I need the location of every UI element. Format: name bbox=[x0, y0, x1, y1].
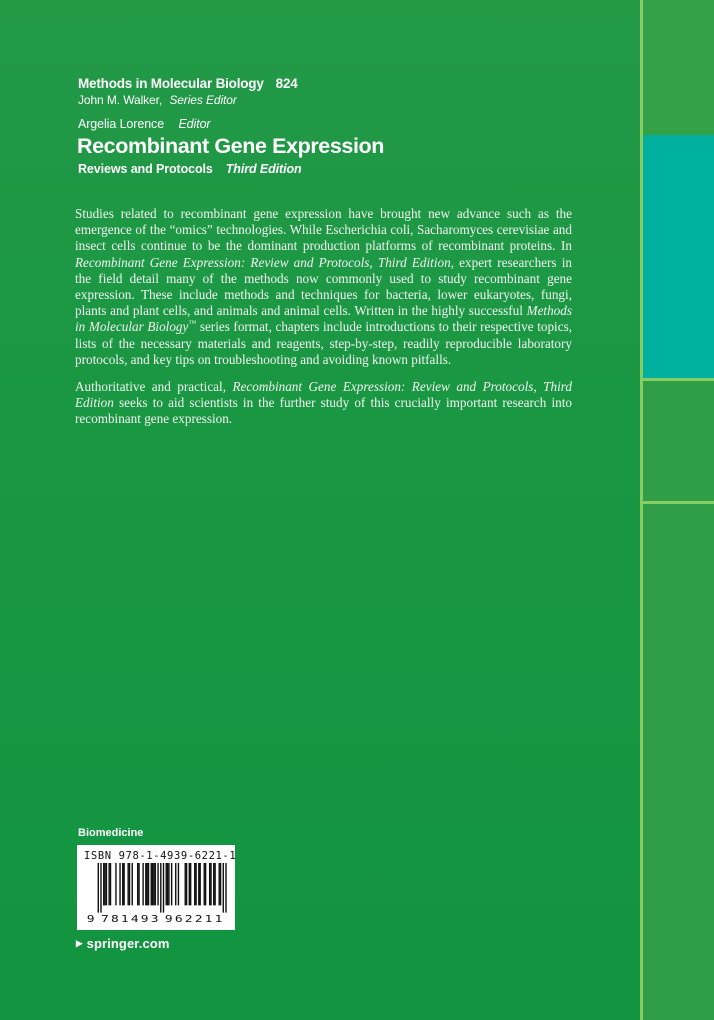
barcode-bars bbox=[98, 863, 227, 913]
series-editor-line bbox=[78, 93, 237, 107]
series-editor-name: John M. Walker, bbox=[78, 93, 163, 107]
series-editor-role: Series Editor bbox=[169, 93, 237, 107]
springer-link[interactable] bbox=[76, 936, 169, 951]
ean-left-digits: 781493 bbox=[101, 912, 161, 925]
accent-rect-green-mid bbox=[643, 381, 714, 501]
springer-url-label: springer.com bbox=[86, 936, 170, 951]
category-label: Biomedicine bbox=[78, 827, 144, 839]
book-edition: Third Edition bbox=[225, 162, 302, 176]
description-paragraph: Studies related to recombinant gene expression have brought new advance such as the emergence of the “omics” technologies. While Escherichia coli, Sacharomyces cerevisiae and insect cells continue to be the dominant production platforms of recombinant proteins. In Recombinant Gene Expression: Review and Protocols, Third Edition, expert researchers in the field detail many of the methods now commonly used to study recombinant gene expression. These include methods and techniques for bacteria, lower eukaryotes, fungi, plants and plant cells, and animals and animal cells. Written in the highly successful Methods in Molecular Biology™ series format, chapters include introductions to their respective topics, lists of the necessary materials and reagents, step-by-step, readily reproducible laboratory protocols, and key tips on troubleshooting and avoiding known pitfalls. bbox=[75, 206, 572, 367]
arrow-right-icon: ▶ bbox=[76, 938, 83, 948]
book-subtitle: Reviews and Protocols bbox=[78, 162, 213, 176]
spine-vertical-rule bbox=[640, 0, 643, 1020]
book-description bbox=[75, 206, 572, 439]
accent-rect-teal bbox=[643, 135, 714, 378]
ean13-barcode bbox=[84, 863, 228, 925]
series-volume-number: 824 bbox=[275, 76, 298, 91]
ean-right-digits: 962211 bbox=[164, 912, 225, 925]
ean-first-digit: 9 bbox=[86, 912, 95, 925]
series-name: Methods in Molecular Biology bbox=[78, 76, 264, 91]
isbn-label: ISBN 978-1-4939-6221-1 bbox=[84, 850, 237, 862]
series-title-line bbox=[78, 76, 298, 91]
isbn-barcode-box bbox=[77, 845, 235, 930]
description-paragraph: Authoritative and practical, Recombinant Gene Expression: Review and Protocols, Third Edition seeks to aid scientists in the further study of this crucially important research into recombinant gene expression. bbox=[75, 379, 572, 427]
volume-editor-role: Editor bbox=[178, 117, 211, 131]
book-subtitle-line bbox=[78, 162, 302, 176]
volume-editor-name: Argelia Lorence bbox=[78, 117, 165, 131]
spine-rail bbox=[643, 0, 714, 1020]
accent-rect-green-top bbox=[643, 0, 714, 135]
book-title: Recombinant Gene Expression bbox=[77, 134, 385, 158]
volume-editor-line bbox=[78, 117, 211, 131]
accent-rect-green-bottom bbox=[643, 504, 714, 1020]
